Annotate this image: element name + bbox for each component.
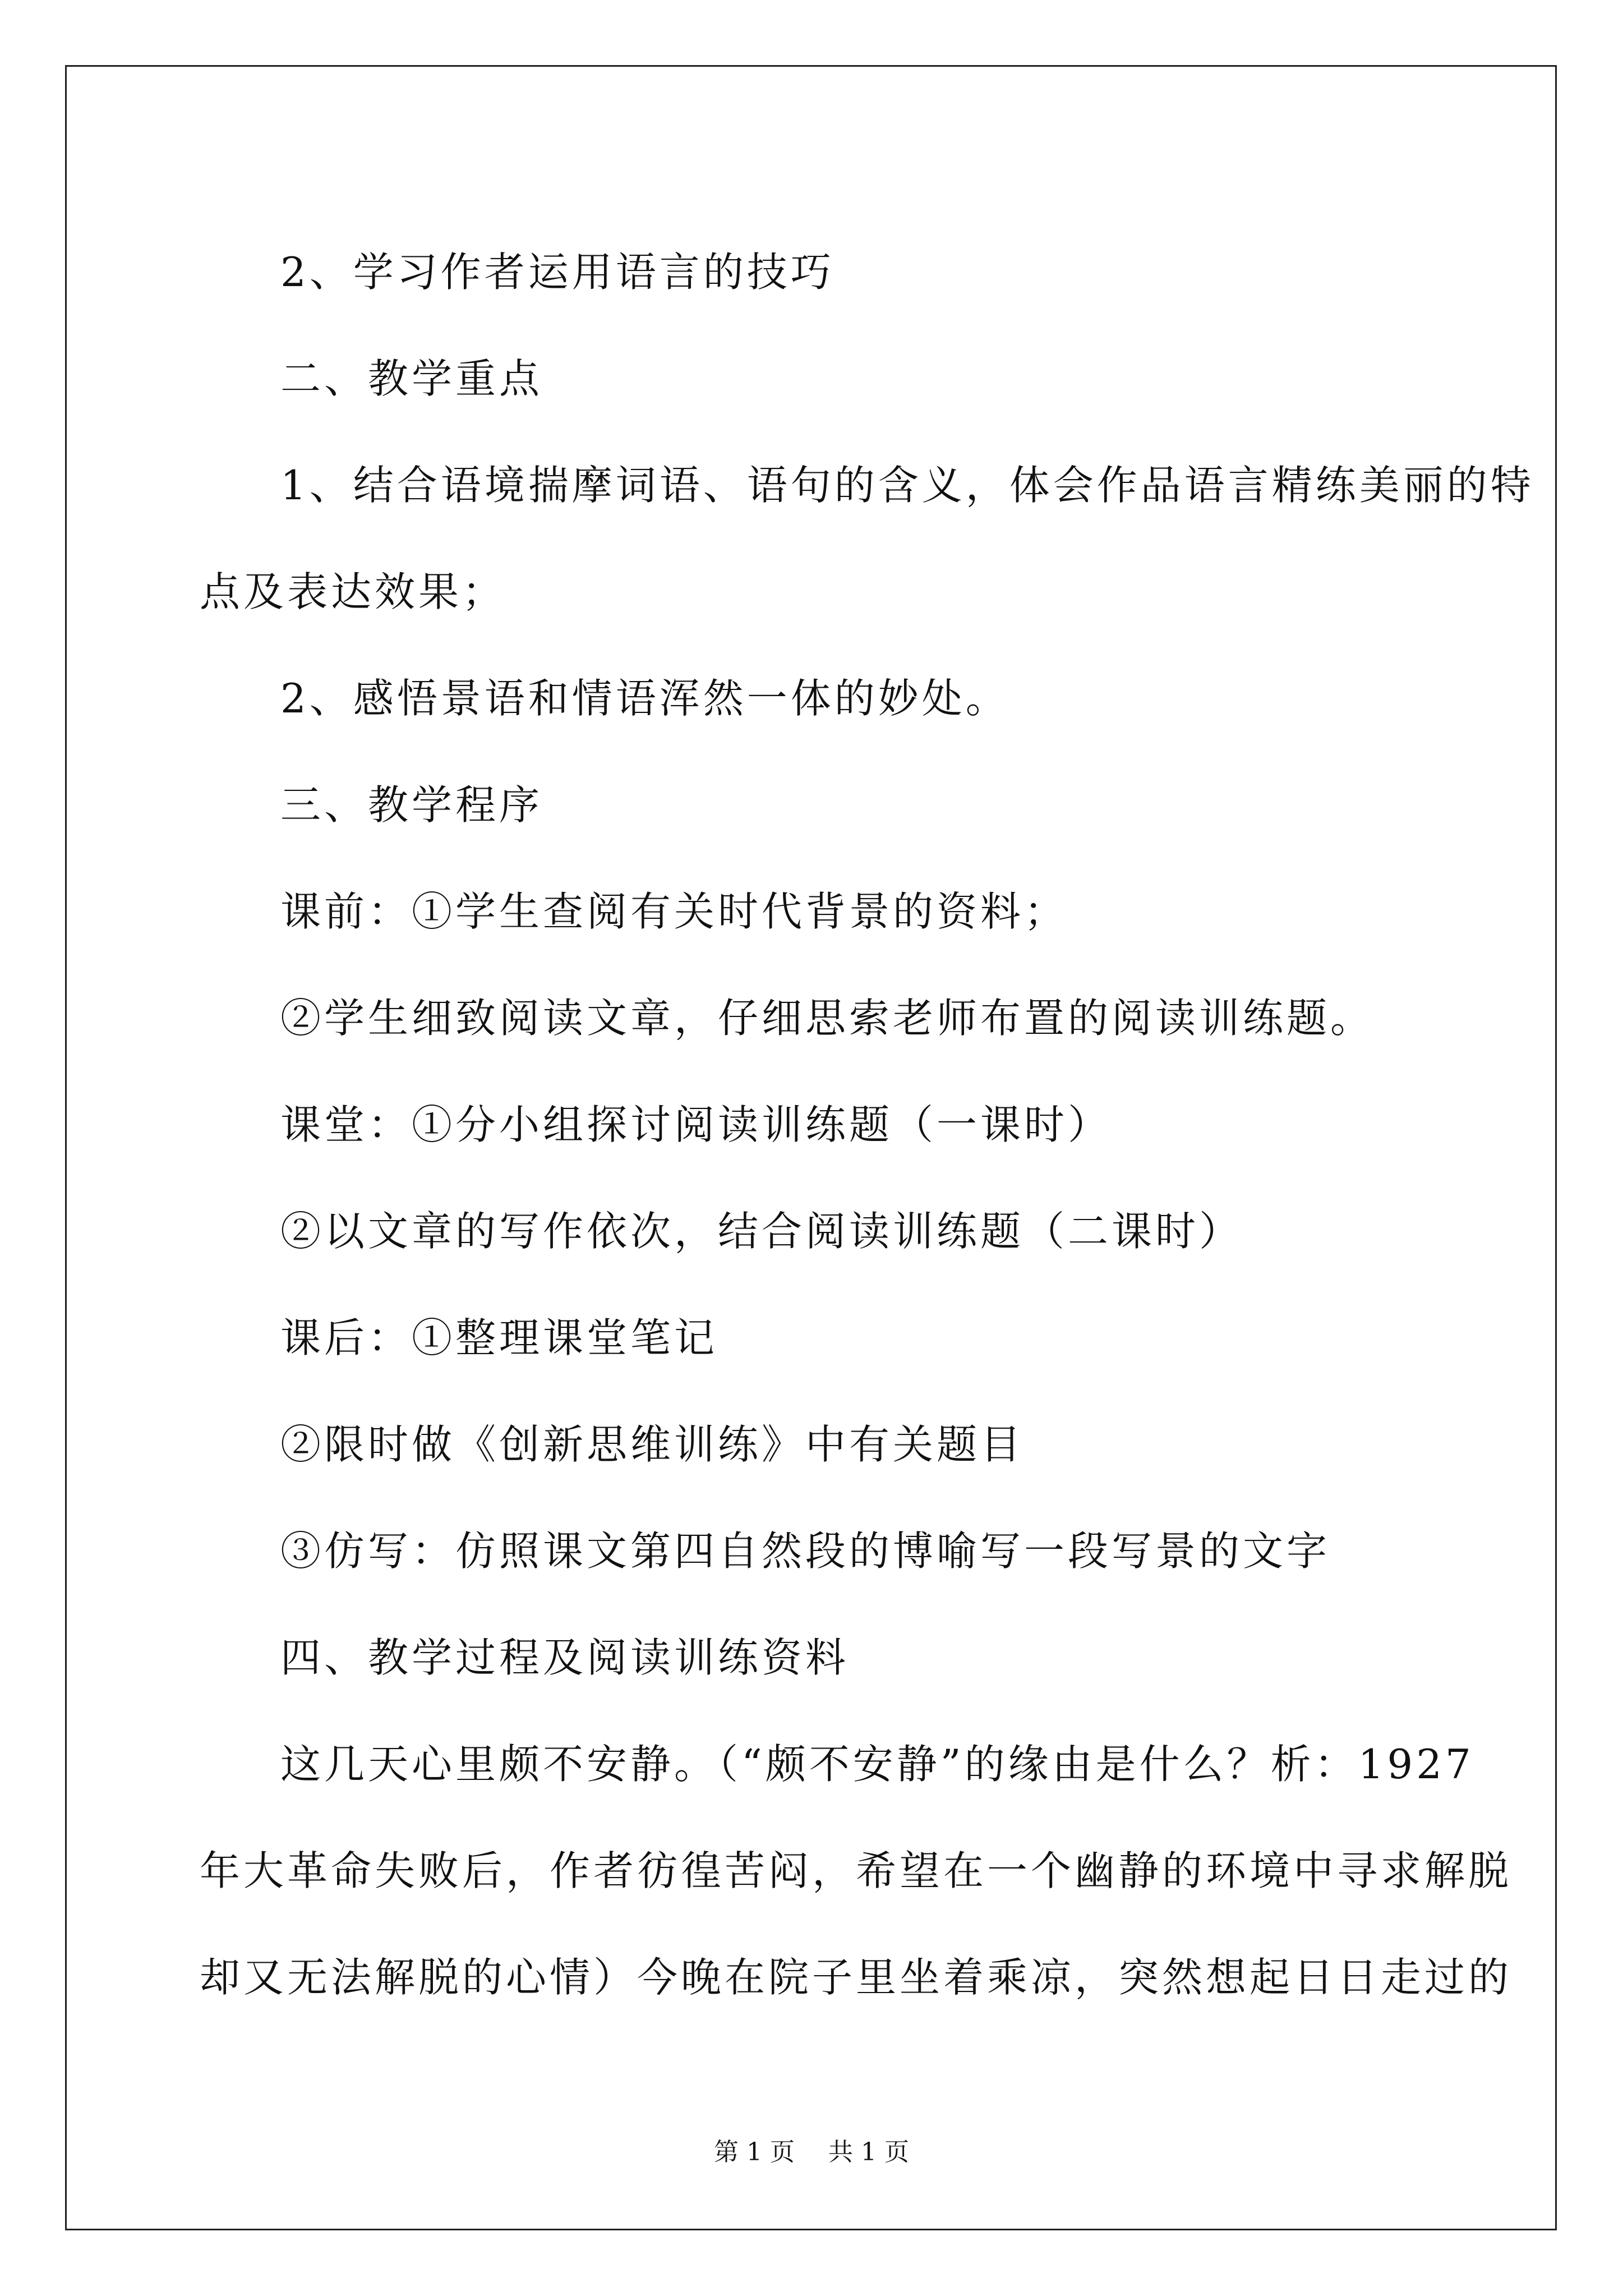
page-total: 共 1 页 xyxy=(828,2138,909,2166)
paragraph: 课堂：①分小组探讨阅读训练题（一课时） xyxy=(280,1101,1112,1148)
paragraph: ③仿写：仿照课文第四自然段的博喻写一段写景的文字 xyxy=(280,1527,1331,1575)
paragraph: 这几天心里颇不安静。（“颇不安静”的缘由是什么？析：1927 xyxy=(280,1741,1474,1788)
document-body xyxy=(200,219,1534,2031)
paragraph: ②以文章的写作依次，结合阅读训练题（二课时） xyxy=(280,1208,1243,1255)
section-heading: 三、教学程序 xyxy=(280,781,543,829)
page-footer xyxy=(0,2132,1623,2168)
section-heading: 二、教学重点 xyxy=(280,355,543,402)
paragraph: 课后：①整理课堂笔记 xyxy=(280,1314,718,1361)
paragraph-continuation: 点及表达效果； xyxy=(200,568,506,615)
paragraph-continuation: 年大革命失败后，作者彷徨苦闷，希望在一个幽静的环境中寻求解脱 xyxy=(200,1847,1513,1894)
paragraph-continuation: 却又无法解脱的心情）今晚在院子里坐着乘凉，突然想起日日走过的 xyxy=(200,1954,1513,2001)
paragraph: 1、结合语境揣摩词语、语句的含义，体会作品语言精练美丽的特 xyxy=(280,462,1534,509)
paragraph: 2、感悟景语和情语浑然一体的妙处。 xyxy=(280,675,1009,722)
paragraph: 2、学习作者运用语言的技巧 xyxy=(280,249,834,296)
page-number: 第 1 页 xyxy=(714,2138,795,2166)
paragraph: ②学生细致阅读文章，仔细思索老师布置的阅读训练题。 xyxy=(280,995,1375,1042)
section-heading: 四、教学过程及阅读训练资料 xyxy=(280,1634,850,1681)
paragraph: ②限时做《创新思维训练》中有关题目 xyxy=(280,1421,1025,1468)
paragraph: 课前：①学生查阅有关时代背景的资料； xyxy=(280,888,1068,935)
